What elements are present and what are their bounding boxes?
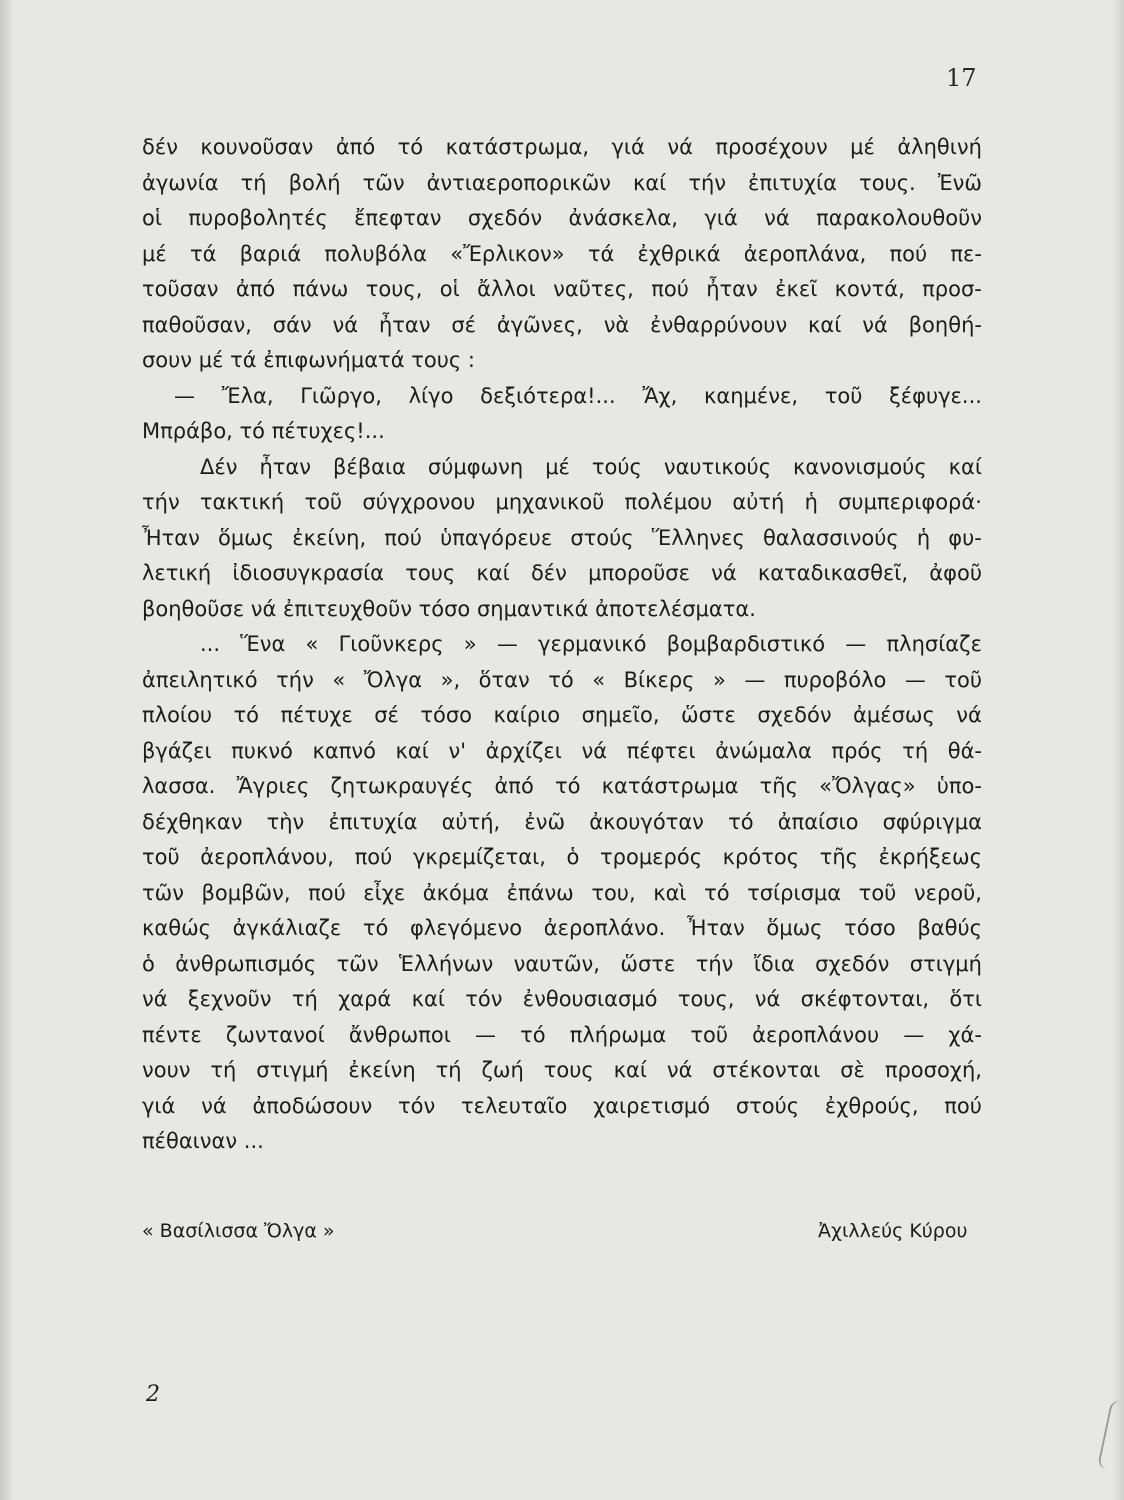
word: τά: [587, 241, 615, 266]
word: βέβαια: [332, 454, 406, 479]
word: καί: [395, 738, 429, 763]
word: τῶν: [142, 880, 184, 905]
word: ὅτι: [949, 987, 982, 1011]
word: τακτική: [199, 490, 285, 514]
word: πού: [308, 880, 346, 905]
word: ἐχθρούς,: [824, 1093, 919, 1118]
word: καί: [411, 987, 445, 1011]
text-line: [142, 947, 982, 983]
word: δέν: [530, 561, 567, 585]
word: σφύριγμα: [882, 809, 982, 834]
word: τή: [902, 738, 929, 763]
word: κατάστρωμα: [601, 774, 739, 798]
word: «: [332, 667, 346, 692]
word: νά: [667, 135, 693, 159]
word: αὐτή,: [441, 809, 501, 834]
word: ἦταν: [259, 454, 311, 479]
word: φλεγόμενο: [409, 916, 523, 940]
word: τήν: [276, 667, 314, 692]
word: —: [744, 667, 766, 692]
word: τοῦ: [858, 880, 897, 905]
text-line: [142, 911, 982, 947]
word: νά: [754, 987, 781, 1011]
word: ἐπάνω: [506, 880, 574, 905]
word: τρομερός: [600, 845, 703, 869]
word: βαριά: [239, 241, 302, 266]
text-line: [142, 805, 982, 841]
word: πολέμου: [624, 490, 713, 514]
word: ἡ: [804, 490, 818, 514]
word: ἀνθρωπισμός: [175, 951, 317, 976]
word: »: [463, 632, 477, 656]
word: καὶ: [653, 880, 687, 905]
word: καημένε,: [704, 383, 798, 408]
word: καθώς: [142, 916, 211, 940]
word: πέτυχε: [280, 703, 353, 727]
word: προσέχουν: [715, 135, 828, 159]
word: ἐνθουσιασμό: [522, 987, 658, 1011]
word: τά: [189, 241, 217, 266]
word: ὅταν: [478, 667, 530, 692]
word: ὑπο-: [936, 774, 982, 798]
word: τους.: [859, 170, 916, 195]
word: Γιῶργο,: [300, 383, 382, 408]
word: γιά: [704, 206, 738, 230]
word: πε-: [950, 241, 982, 266]
word: «: [592, 667, 606, 692]
word: ἀπαίσιο: [777, 809, 859, 834]
word: ν': [448, 738, 466, 763]
word: ὥστε: [681, 703, 736, 727]
word: νά: [666, 1058, 693, 1082]
word: κοντά,: [834, 277, 905, 301]
word: σύγχρονου: [362, 490, 476, 514]
word: καίριο: [493, 703, 561, 727]
word: στέκονται: [712, 1058, 821, 1082]
page-number: 17: [946, 64, 977, 92]
word: νὰ: [603, 312, 630, 337]
word: χαιρετισμό: [593, 1093, 711, 1118]
word: ἰδιοσυγκρασία: [232, 561, 385, 585]
word: Γιοῦνκερς: [338, 632, 444, 656]
text-line: πέθαιναν ...: [142, 1129, 264, 1153]
word: Βίκερς: [623, 667, 695, 692]
word: τοῦ: [690, 1022, 728, 1047]
text-line: [142, 272, 982, 308]
author-name: Ἀχιλλεύς Κύρου: [818, 1220, 968, 1242]
word: παρακολουθοῦν: [816, 206, 982, 230]
word: λίγο: [408, 383, 454, 408]
word: ναυτικούς: [663, 454, 772, 479]
word: νά: [201, 1093, 227, 1118]
word: Ὄλγα: [363, 667, 423, 692]
word: παθοῦσαν,: [142, 312, 252, 337]
word: »: [712, 667, 726, 692]
word: τή: [240, 170, 267, 195]
text-line: [142, 450, 982, 486]
word: ἀφοῦ: [929, 561, 982, 585]
word: σκέφτονται,: [800, 987, 930, 1011]
word: ζωντανοί: [225, 1022, 325, 1047]
word: κατάστρωμα,: [445, 135, 590, 159]
word: νά: [956, 703, 982, 727]
text-line: [142, 521, 982, 557]
word: τελευταῖο: [460, 1093, 568, 1118]
word: πολυβόλα: [324, 241, 427, 266]
word: τους: [543, 1058, 594, 1082]
text-line: βοηθοῦσε νά ἐπιτευχθοῦν τόσο σημαντικά ἀποτελέσματα.: [142, 596, 756, 621]
text-line: [142, 237, 982, 273]
word: κουνοῦσαν: [200, 135, 314, 159]
text-line: [142, 1053, 982, 1089]
word: ἦταν: [706, 277, 758, 301]
word: οἱ: [439, 277, 460, 301]
word: δέν: [142, 135, 178, 159]
word: τή: [291, 987, 318, 1011]
word: τόσο: [844, 916, 896, 940]
word: ἀκουγόταν: [589, 809, 704, 834]
word: πού: [651, 277, 689, 301]
word: συμπεριφορά·: [838, 490, 982, 514]
word: ἄνθρωποι: [348, 1022, 451, 1047]
word: ἐκείνη: [348, 1058, 416, 1082]
signature-mark: 2: [146, 1382, 160, 1407]
text-line: [142, 130, 982, 166]
word: βαθύς: [917, 916, 982, 940]
word: οἱ: [142, 206, 162, 230]
word: λασσα.: [142, 774, 216, 798]
word: Ἦταν: [142, 525, 200, 550]
word: πυροβόλο: [783, 667, 887, 692]
word: ἦταν: [378, 312, 431, 337]
word: πού: [354, 845, 393, 869]
word: τσίρισμα: [747, 880, 842, 905]
word: ζωή: [481, 1058, 524, 1082]
word: ἀπό: [235, 277, 276, 301]
body-text: [142, 130, 982, 1160]
word: ὁ: [142, 951, 155, 976]
word: τους: [405, 561, 456, 585]
word: τό: [728, 809, 754, 834]
word: τούς: [591, 454, 642, 479]
word: σέ: [374, 703, 399, 727]
word: πέντε: [142, 1022, 202, 1047]
word: ὥστε: [620, 951, 676, 976]
word: τή: [435, 1058, 462, 1082]
word: τοῦσαν: [142, 277, 219, 301]
word: »,: [440, 667, 461, 692]
page-edge-left: [0, 0, 14, 1500]
word: πάνω: [292, 277, 349, 301]
word: πυκνό: [231, 738, 293, 763]
word: Ἕλληνες: [651, 525, 745, 550]
word: μέ: [142, 241, 167, 266]
word: ἀνάσκελα,: [568, 206, 678, 230]
word: ἐχθρικά: [637, 241, 721, 266]
word: πού: [889, 241, 928, 266]
text-line: [142, 769, 982, 805]
word: δέχθηκαν: [142, 809, 243, 834]
word: τό: [704, 880, 730, 905]
word: τήν: [688, 170, 726, 195]
word: ζητωκραυγές: [330, 774, 474, 798]
word: ἀπειλητικό: [142, 667, 258, 692]
word: ἡ: [916, 525, 931, 550]
word: γκρεμίζεται,: [412, 845, 546, 869]
word: γερμανικό: [538, 632, 647, 656]
word: ἀεροπλάνο.: [543, 916, 666, 940]
word: τόσο: [420, 703, 473, 727]
word: μηχανικοῦ: [495, 490, 605, 514]
word: κανονισμούς: [793, 454, 927, 479]
word: βομβαρδιστικό: [666, 632, 826, 656]
word: σχεδόν: [467, 206, 543, 230]
word: βοηθή-: [908, 312, 982, 337]
word: Ἦταν: [686, 916, 745, 940]
word: —: [474, 1022, 496, 1047]
word: στούς: [735, 1093, 800, 1118]
word: τό: [520, 1022, 546, 1047]
word: ἐκρήξεως: [878, 845, 982, 869]
word: ἀπό: [494, 774, 534, 798]
word: τοῦ: [304, 490, 343, 514]
word: τόν: [465, 987, 503, 1011]
word: νά: [581, 738, 608, 763]
word: πυροβολητές: [188, 206, 328, 230]
word: σάν: [272, 312, 312, 337]
word: ἐκείνη,: [292, 525, 367, 550]
word: ἀεροπλάνου: [752, 1022, 880, 1047]
word: τήν: [142, 490, 180, 514]
text-line: [142, 663, 982, 699]
word: ἀεροπλάνου,: [200, 845, 334, 869]
word: τοῦ: [824, 383, 863, 408]
word: νά: [764, 206, 790, 230]
text-line: [142, 627, 982, 663]
word: τοῦ: [944, 667, 982, 692]
word: δεξιότερα!...: [480, 383, 616, 408]
word: νουν: [142, 1058, 191, 1082]
word: «Ὄλγας»: [819, 774, 916, 798]
word: τους,: [677, 987, 735, 1011]
text-line: [142, 734, 982, 770]
word: ἐνθαρρύνουν: [650, 312, 788, 337]
word: καί: [948, 454, 982, 479]
text-line: [142, 698, 982, 734]
word: λετική: [142, 561, 212, 585]
word: σχεδόν: [815, 951, 890, 976]
word: —: [174, 383, 195, 408]
word: καί: [632, 170, 667, 195]
word: γιά: [611, 135, 645, 159]
word: ναῦτες,: [553, 277, 634, 301]
word: ἐπιτυχία: [748, 170, 838, 195]
word: πού: [944, 1093, 982, 1118]
word: ἔπεφταν: [354, 206, 442, 230]
word: ξεχνοῦν: [187, 987, 272, 1011]
word: ἀνώμαλα: [715, 738, 812, 763]
word: καί: [808, 312, 842, 337]
word: τους,: [365, 277, 423, 301]
text-line: [142, 1018, 982, 1054]
word: νά: [862, 312, 888, 337]
word: «: [305, 632, 319, 656]
word: ξέφυγε...: [889, 383, 982, 408]
word: του,: [591, 880, 636, 905]
word: ἀληθινή: [897, 135, 982, 159]
word: ἐπιτυχία: [328, 809, 418, 834]
word: ὁ: [566, 845, 580, 869]
word: ...: [200, 632, 221, 656]
word: πού: [384, 525, 422, 550]
word: τή: [210, 1058, 237, 1082]
word: τό: [548, 667, 574, 692]
text-line: [142, 166, 982, 202]
word: σὲ: [840, 1058, 865, 1082]
word: ἄλλοι: [477, 277, 536, 301]
word: ὅμως: [766, 916, 823, 940]
word: πλησίαζε: [886, 632, 982, 656]
word: αὐτή: [732, 490, 785, 514]
word: τό: [397, 135, 424, 159]
text-line: [142, 308, 982, 344]
word: νά: [711, 561, 737, 585]
word: εἶχε: [363, 880, 406, 905]
word: σέ: [451, 312, 477, 337]
text-line: [142, 840, 982, 876]
word: ἀκόμα: [422, 880, 490, 905]
word: —: [845, 632, 867, 656]
word: προσ-: [922, 277, 982, 301]
word: τῶν: [362, 170, 405, 195]
word: στιγμή: [909, 951, 982, 976]
word: ἀγκάλιαζε: [232, 916, 342, 940]
word: νά: [332, 312, 359, 337]
word: σημεῖο,: [581, 703, 660, 727]
word: χά-: [948, 1022, 982, 1047]
word: θαλασσινούς: [762, 525, 899, 550]
word: ὑπαγόρευε: [440, 525, 553, 550]
word: φυ-: [948, 525, 982, 550]
word: ἐνῶ: [524, 809, 566, 834]
word: νά: [142, 987, 168, 1011]
word: βομβῶν,: [201, 880, 291, 905]
word: σύμφωνη: [427, 454, 524, 479]
word: Δέν: [200, 454, 238, 479]
word: γιά: [142, 1093, 176, 1118]
word: καί: [476, 561, 510, 585]
word: ἐκεῖ: [775, 277, 818, 301]
word: βγάζει: [142, 738, 212, 763]
source-title: « Βασίλισσα Ὄλγα »: [142, 1220, 335, 1242]
word: καί: [613, 1058, 647, 1082]
text-line: [142, 1089, 982, 1125]
word: πλήρωμα: [569, 1022, 667, 1047]
word: Ἔλα,: [221, 383, 274, 408]
word: μέ: [545, 454, 570, 479]
text-line: [142, 201, 982, 237]
word: ἀποδώσουν: [252, 1093, 373, 1118]
word: πέφτει: [626, 738, 696, 763]
word: ναυτῶν,: [513, 951, 600, 976]
dialogue-line: [142, 379, 982, 415]
word: στιγμή: [256, 1058, 329, 1082]
word: μέ: [850, 135, 875, 159]
word: ἀμέσως: [853, 703, 935, 727]
word: ἀγωνία: [142, 170, 219, 195]
text-line: [142, 556, 982, 592]
text-line: [142, 876, 982, 912]
word: πρός: [831, 738, 883, 763]
word: στούς: [570, 525, 634, 550]
word: μποροῦσε: [588, 561, 690, 585]
text-line: σουν μέ τά ἐπιφωνήματά τους :: [142, 348, 475, 372]
word: σχεδόν: [757, 703, 832, 727]
word: Ἄγριες: [236, 774, 310, 798]
word: ἀπό: [335, 135, 376, 159]
text-line: [142, 485, 982, 521]
page-edge-right: [1112, 0, 1124, 1500]
word: νεροῦ,: [913, 880, 982, 905]
word: προσοχή,: [884, 1058, 982, 1082]
word: τῆς: [759, 774, 798, 798]
word: τήν: [695, 951, 734, 976]
word: κρότος: [722, 845, 800, 869]
text-line: [142, 982, 982, 1018]
word: καπνό: [312, 738, 376, 763]
word: «Ἔρλικον»: [450, 241, 565, 266]
word: —: [904, 667, 926, 692]
word: Ἄχ,: [642, 383, 678, 408]
word: χαρά: [338, 987, 392, 1011]
word: Ἐνῶ: [937, 170, 982, 195]
word: θά-: [947, 738, 982, 763]
word: καταδικασθεῖ,: [757, 561, 909, 585]
word: ὅμως: [217, 525, 275, 550]
word: πλοίου: [142, 703, 213, 727]
word: τό: [233, 703, 259, 727]
word: τό: [362, 916, 389, 940]
word: ἀεροπλάνα,: [743, 241, 867, 266]
word: ἀγῶνες,: [496, 312, 583, 337]
word: τό: [554, 774, 581, 798]
word: τὴν: [266, 809, 305, 834]
word: ἀντιαεροπορικῶν: [426, 170, 611, 195]
word: βολή: [288, 170, 341, 195]
word: ἀρχίζει: [485, 738, 562, 763]
word: ἴδια: [753, 951, 795, 976]
dialogue-line: Μπράβο, τό πέτυχες!...: [142, 419, 385, 443]
word: Ἑλλήνων: [399, 951, 494, 976]
word: —: [903, 1022, 925, 1047]
word: τῆς: [819, 845, 858, 869]
word: Ἕνα: [240, 632, 286, 656]
word: —: [496, 632, 518, 656]
word: τόν: [397, 1093, 436, 1118]
word: τῶν: [336, 951, 379, 976]
word: τοῦ: [142, 845, 180, 869]
